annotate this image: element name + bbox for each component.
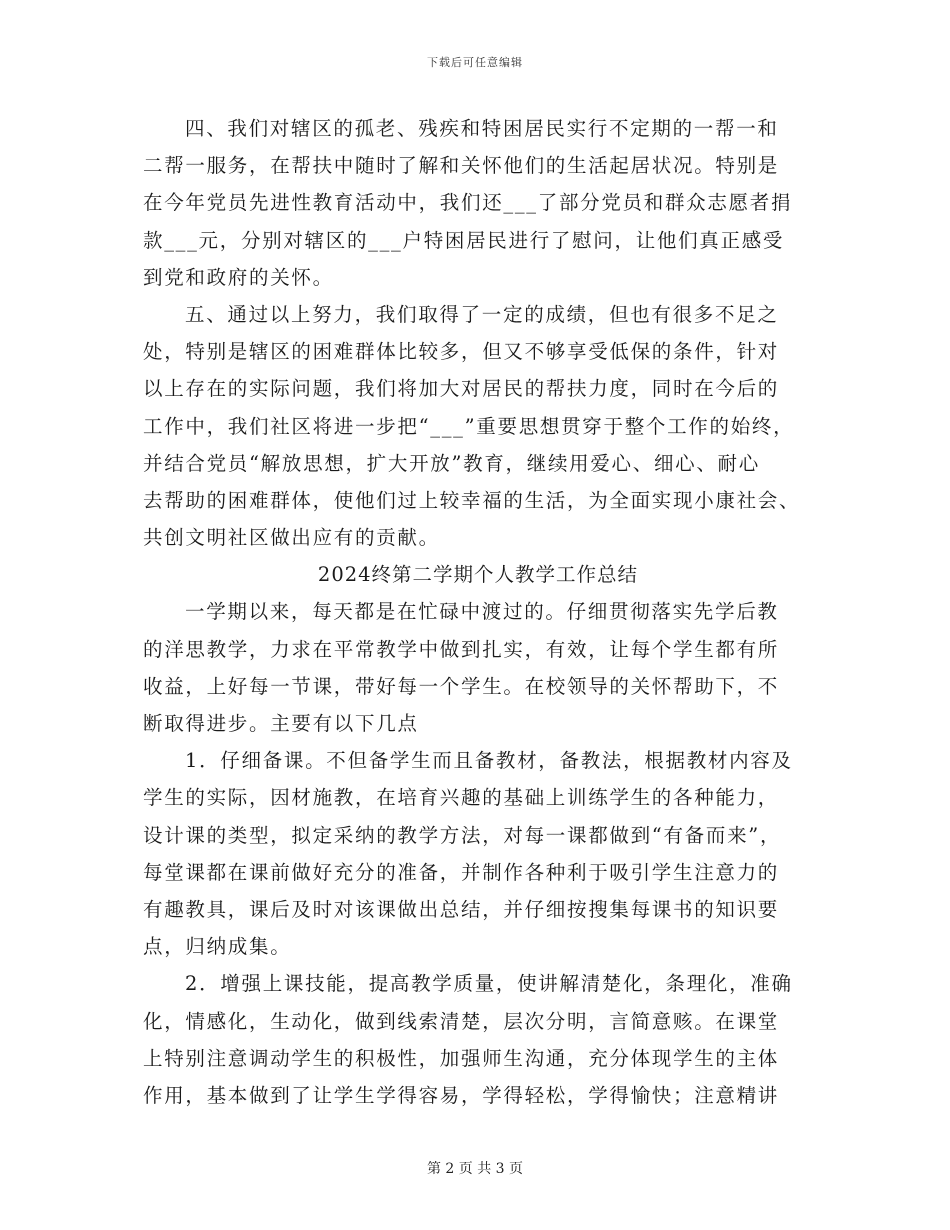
paragraph-line: 四、我们对辖区的孤老、残疾和特困居民实行不定期的一帮一和 [185, 117, 779, 140]
paragraph-line: 的洋思教学，力求在平常教学中做到扎实，有效，让每个学生都有所 [143, 637, 780, 661]
paragraph-line: 收益，上好每一节课，带好每一个学生。在校领导的关怀帮助下，不 [143, 674, 780, 698]
paragraph-line: 共创文明社区做出应有的贡献。 [143, 526, 440, 550]
paragraph-line: 设计课的类型，拟定采纳的教学方法，对每一课都做到“有备而来”， [143, 823, 782, 847]
section-title: 2024终第二学期个人教学工作总结 [317, 563, 639, 587]
paragraph-line: 以上存在的实际问题，我们将加大对居民的帮扶力度，同时在今后的 [143, 377, 780, 401]
paragraph-line: 1．仔细备课。不但备学生而且备教材，备教法，根据教材内容及 [185, 749, 793, 773]
paragraph-line: 五、通过以上努力，我们取得了一定的成绩，但也有很多不足之 [185, 302, 779, 326]
header-note: 下载后可任意编辑 [427, 56, 523, 69]
paragraph-line: 工作中，我们社区将进一步把“___”重要思想贯穿于整个工作的始终， [143, 414, 795, 438]
page-number: 第 2 页 共 3 页 [426, 1161, 524, 1177]
document-body [143, 110, 813, 1114]
paragraph-line: 并结合党员“解放思想，扩大开放”教育，继续用爱心、细心、耐心 [143, 451, 760, 475]
paragraph-line: 处，特别是辖区的困难群体比较多，但又不够享受低保的条件，针对 [143, 340, 780, 364]
paragraph-line: 断取得进步。主要有以下几点 [143, 712, 419, 735]
paragraph-line: 一学期以来，每天都是在忙碌中渡过的。仔细贯彻落实先学后教 [185, 600, 779, 624]
paragraph-line: 在今年党员先进性教育活动中，我们还___了部分党员和群众志愿者捐 [143, 191, 793, 215]
paragraph-line: 款___元，分别对辖区的___户特困居民进行了慰问，让他们真正感受 [143, 228, 785, 252]
paragraph-line: 2．增强上课技能，提高教学质量，使讲解清楚化，条理化，准确 [185, 972, 793, 996]
paragraph-line: 到党和政府的关怀。 [143, 265, 334, 289]
paragraph-line: 学生的实际，因材施教，在培育兴趣的基础上训练学生的各种能力， [143, 786, 780, 810]
paragraph-line: 化，情感化，生动化，做到线索清楚，层次分明，言简意赅。在课堂 [143, 1009, 780, 1033]
paragraph-line: 点，归纳成集。 [143, 935, 292, 959]
paragraph-line: 有趣教具，课后及时对该课做出总结，并仔细按搜集每课书的知识要 [143, 897, 780, 921]
paragraph-line: 作用，基本做到了让学生学得容易，学得轻松，学得愉快；注意精讲 [143, 1083, 780, 1107]
paragraph-line: 每堂课都在课前做好充分的准备，并制作各种利于吸引学生注意力的 [143, 860, 780, 884]
paragraph-line: 去帮助的困难群体，使他们过上较幸福的生活，为全面实现小康社会、 [143, 488, 801, 512]
paragraph-line: 二帮一服务，在帮扶中随时了解和关怀他们的生活起居状况。特别是 [143, 154, 780, 178]
paragraph-line: 上特别注意调动学生的积极性，加强师生沟通，充分体现学生的主体 [143, 1046, 780, 1070]
